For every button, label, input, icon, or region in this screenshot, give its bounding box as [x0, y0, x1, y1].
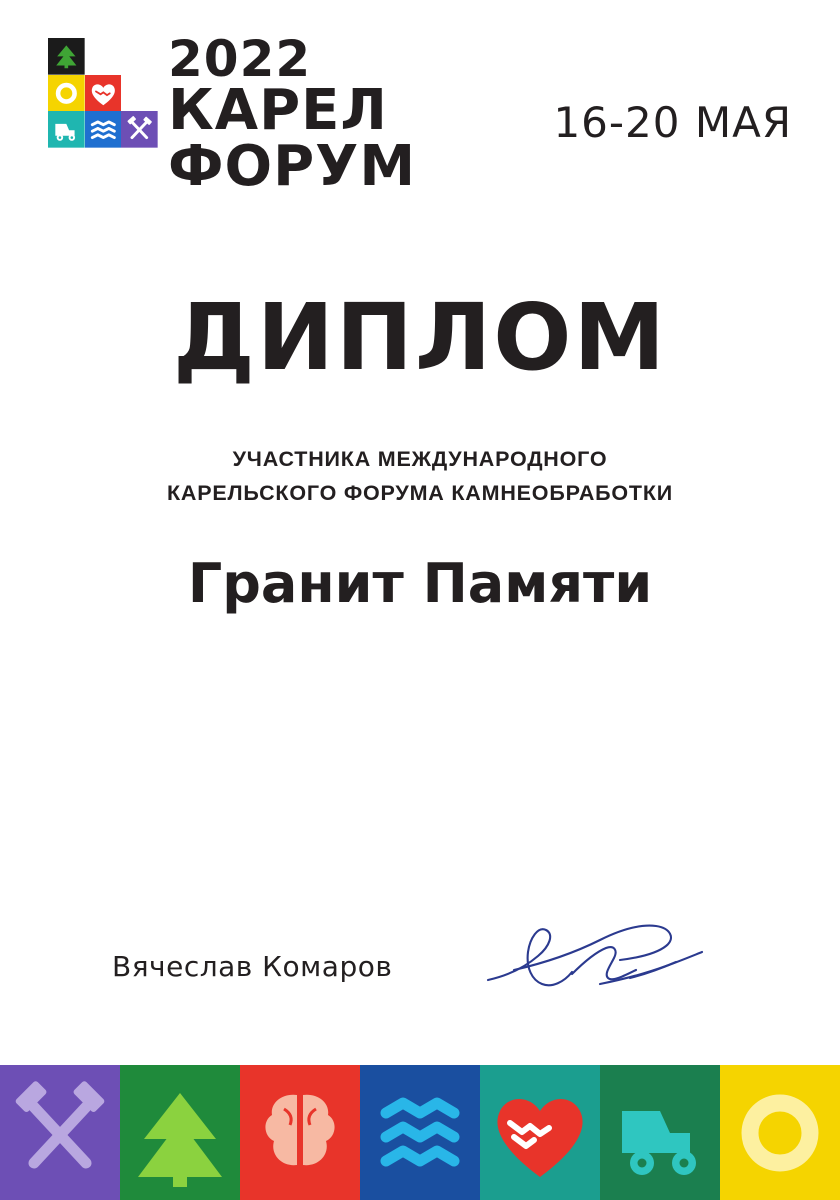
waves-icon — [360, 1065, 480, 1200]
gear-icon — [48, 75, 85, 112]
logo-word-line-1: КАРЕЛ — [168, 78, 388, 143]
logo-year: 2022 — [168, 30, 312, 88]
logo-wordmark — [168, 30, 417, 199]
subtitle-line-2: КАРЕЛЬСКОГО ФОРУМА КАМНЕОБРАБОТКИ — [166, 481, 674, 505]
logo-blank-tile-3 — [121, 75, 158, 112]
hammers-icon — [0, 1065, 120, 1200]
event-dates: 16-20 МАЯ — [553, 98, 792, 147]
logo-blank-tile-1 — [85, 38, 122, 75]
gear-icon — [720, 1065, 840, 1200]
trees-icon — [120, 1065, 240, 1200]
heart-handshake-icon — [480, 1065, 600, 1200]
dump-truck-icon — [600, 1065, 720, 1200]
logo-icon-grid — [48, 38, 158, 148]
certificate-header — [48, 30, 792, 218]
signer-name: Вячеслав Комаров — [112, 950, 393, 983]
handwritten-signature — [480, 918, 720, 1008]
waves-icon — [85, 111, 122, 148]
forum-logo — [48, 30, 417, 199]
document-title: ДИПЛОМ — [172, 284, 668, 391]
dump-truck-icon — [48, 111, 85, 148]
hammers-icon — [121, 111, 158, 148]
logo-word-line-2: ФОРУМ — [168, 134, 417, 199]
logo-blank-tile-2 — [121, 38, 158, 75]
brain-icon — [240, 1065, 360, 1200]
award-name: Гранит Памяти — [187, 552, 653, 615]
document-subtitle — [0, 442, 840, 510]
handshake-icon — [85, 75, 122, 112]
tree-icon — [48, 38, 85, 75]
subtitle-line-1: УЧАСТНИКА МЕЖДУНАРОДНОГО — [232, 447, 608, 471]
signature-row — [0, 918, 840, 1008]
footer-icon-band — [0, 1065, 840, 1200]
